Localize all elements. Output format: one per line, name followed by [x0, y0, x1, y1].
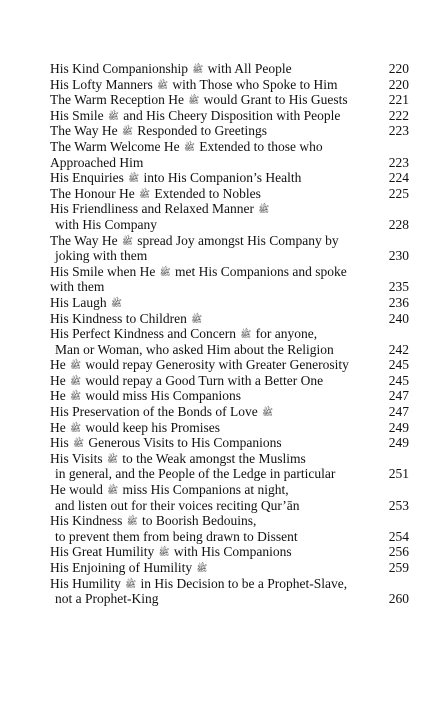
toc-entry-title: [50, 326, 376, 357]
toc-entry: [50, 201, 415, 232]
toc-page-number: 240: [388, 310, 409, 326]
honorific-icon: ﷺ: [191, 313, 203, 324]
honorific-icon: ﷺ: [70, 422, 81, 433]
toc-entry-line: to prevent them from being drawn to Dissent: [55, 528, 298, 544]
toc-page-number: 223: [388, 154, 409, 170]
toc-entry-line: The Warm Welcome He ﷺ Extended to those who: [50, 138, 323, 154]
toc-page-number: 220: [388, 76, 409, 92]
toc-entry-line: His Preservation of the Bonds of Love ﷺ: [50, 404, 273, 420]
toc-entry-title: [50, 576, 376, 607]
honorific-icon: ﷺ: [258, 204, 270, 215]
toc-page-number: 247: [388, 404, 409, 420]
toc-entry-line: with them: [50, 279, 105, 295]
honorific-icon: ﷺ: [73, 438, 85, 449]
toc-entry: [50, 264, 415, 295]
toc-entry-line: His Enquiries ﷺ into His Companion’s Health: [50, 170, 302, 186]
toc-entry-line: with His Company: [55, 216, 158, 232]
toc-entry-line: His Kindness ﷺ to Boorish Bedouins,: [50, 513, 257, 529]
toc-entry-title: [50, 92, 376, 108]
toc-entry-line: His Humility ﷺ in His Decision to be a Prophet-Slave,: [50, 575, 348, 591]
toc-entry-title: [50, 451, 376, 482]
toc-entry-title: [50, 61, 376, 77]
toc-page-number: 221: [388, 92, 409, 108]
toc-page-number: 235: [388, 279, 409, 295]
toc-entry: [50, 373, 415, 389]
toc-entry: [50, 170, 415, 186]
toc-entry-line: His Lofty Manners ﷺ with Those who Spoke to Him: [50, 76, 338, 92]
toc-entry-title: [50, 186, 376, 202]
toc-page-number: 249: [388, 435, 409, 451]
toc-entry-title: [50, 201, 376, 232]
toc-entry-line: His Smile ﷺ and His Cheery Disposition with People: [50, 107, 341, 123]
honorific-icon: ﷺ: [108, 110, 119, 121]
honorific-icon: ﷺ: [192, 64, 204, 74]
toc-entry: [50, 420, 415, 436]
toc-entry: [50, 482, 415, 513]
toc-page-number: 254: [388, 528, 409, 544]
honorific-icon: ﷺ: [196, 563, 208, 573]
toc-entry-line: He would ﷺ miss His Companions at night,: [50, 482, 289, 498]
honorific-icon: ﷺ: [70, 375, 81, 386]
toc-page-number: 222: [388, 107, 409, 123]
honorific-icon: ﷺ: [262, 407, 273, 418]
toc-entry-title: [50, 108, 376, 124]
toc-page-number: 242: [388, 341, 409, 357]
toc-entry: [50, 92, 415, 108]
toc-entry: [50, 139, 415, 170]
honorific-icon: ﷺ: [122, 235, 133, 246]
toc-entry: [50, 388, 415, 404]
honorific-icon: ﷺ: [188, 95, 200, 106]
toc-entry-line: His Kindness to Children ﷺ: [50, 310, 203, 326]
honorific-icon: ﷺ: [157, 79, 168, 90]
toc-page-number: 225: [388, 185, 409, 201]
toc-entry: [50, 61, 415, 77]
toc-entry-line: The Way He ﷺ spread Joy amongst His Company by: [50, 232, 339, 248]
toc-entry-title: [50, 170, 376, 186]
toc-entry-title: [50, 373, 376, 389]
honorific-icon: ﷺ: [125, 578, 137, 589]
toc-entry-title: [50, 482, 376, 513]
toc-page-number: 260: [388, 591, 409, 607]
toc-entry-line: in general, and the People of the Ledge in particular: [55, 466, 336, 482]
honorific-icon: ﷺ: [107, 485, 119, 496]
toc-entry-line: Approached Him: [50, 154, 144, 170]
honorific-icon: ﷺ: [159, 266, 171, 277]
toc-entry: [50, 186, 415, 202]
toc-page-number: 253: [388, 497, 409, 513]
toc-entry-title: [50, 420, 376, 436]
toc-entry-line: His Visits ﷺ to the Weak amongst the Muslims: [50, 450, 306, 466]
honorific-icon: ﷺ: [111, 297, 122, 308]
toc-entry: [50, 326, 415, 357]
honorific-icon: ﷺ: [158, 547, 170, 558]
toc-page-number: 236: [388, 294, 409, 310]
toc-entry-line: The Honour He ﷺ Extended to Nobles: [50, 185, 261, 201]
toc-entry-title: [50, 123, 376, 139]
toc-entry: [50, 560, 415, 576]
toc-entry-line: He ﷺ would keep his Promises: [50, 419, 220, 435]
toc-page-number: 247: [388, 388, 409, 404]
toc-entry: [50, 544, 415, 560]
toc-entry-title: [50, 560, 376, 576]
toc-page-number: 259: [388, 560, 409, 575]
toc-page-number: 256: [388, 544, 409, 560]
toc-entry-line: and listen out for their voices reciting Qur’ān: [55, 497, 300, 513]
toc-entry-line: His Friendliness and Relaxed Manner ﷺ: [50, 201, 270, 217]
table-of-contents: [50, 61, 415, 607]
toc-entry-line: not a Prophet-King: [55, 591, 159, 607]
toc-entry-line: joking with them: [55, 248, 148, 264]
toc-entry-line: His ﷺ Generous Visits to His Companions: [50, 435, 282, 451]
toc-entry: [50, 108, 415, 124]
toc-entry-title: [50, 544, 376, 560]
honorific-icon: ﷺ: [128, 173, 140, 184]
toc-entry-title: [50, 311, 376, 327]
toc-page-number: 251: [388, 466, 409, 482]
toc-entry: [50, 233, 415, 264]
toc-entry-line: His Great Humility ﷺ with His Companions: [50, 544, 292, 560]
toc-entry-line: He ﷺ would repay Generosity with Greater Generosity: [50, 357, 349, 373]
toc-page-number: 223: [388, 123, 409, 139]
honorific-icon: ﷺ: [122, 126, 133, 137]
honorific-icon: ﷺ: [240, 329, 252, 340]
toc-page-number: 245: [388, 372, 409, 388]
toc-entry: [50, 311, 415, 327]
toc-entry-line: His Enjoining of Humility ﷺ: [50, 560, 208, 575]
toc-entry-title: [50, 295, 376, 311]
toc-page-number: 228: [388, 216, 409, 232]
honorific-icon: ﷺ: [70, 360, 81, 371]
toc-page-number: 245: [388, 357, 409, 373]
honorific-icon: ﷺ: [139, 188, 150, 199]
toc-entry-line: His Smile when He ﷺ met His Companions and spoke: [50, 263, 347, 279]
toc-entry-title: [50, 404, 376, 420]
toc-page-number: 224: [388, 170, 409, 186]
toc-entry-line: He ﷺ would repay a Good Turn with a Better One: [50, 372, 324, 388]
toc-entry-line: The Way He ﷺ Responded to Greetings: [50, 123, 267, 139]
toc-entry-title: [50, 357, 376, 373]
toc-entry: [50, 513, 415, 544]
honorific-icon: ﷺ: [184, 141, 195, 152]
toc-entry: [50, 576, 415, 607]
toc-entry-line: His Kind Companionship ﷺ with All People: [50, 61, 292, 76]
toc-entry: [50, 451, 415, 482]
toc-entry: [50, 404, 415, 420]
toc-entry-title: [50, 513, 376, 544]
toc-entry-line: His Laugh ﷺ: [50, 294, 122, 310]
toc-entry-title: [50, 233, 376, 264]
toc-entry-line: He ﷺ would miss His Companions: [50, 388, 242, 404]
toc-entry: [50, 295, 415, 311]
honorific-icon: ﷺ: [106, 453, 118, 464]
honorific-icon: ﷺ: [70, 391, 81, 402]
toc-page-number: 220: [388, 61, 409, 76]
toc-entry: [50, 435, 415, 451]
toc-page-number: 230: [388, 248, 409, 264]
toc-entry: [50, 123, 415, 139]
toc-entry-line: His Perfect Kindness and Concern ﷺ for anyone,: [50, 326, 318, 342]
toc-entry-title: [50, 435, 376, 451]
toc-page-number: 249: [388, 419, 409, 435]
toc-entry: [50, 77, 415, 93]
toc-entry-line: The Warm Reception He ﷺ would Grant to His Guests: [50, 92, 348, 108]
toc-entry-title: [50, 388, 376, 404]
toc-entry: [50, 357, 415, 373]
honorific-icon: ﷺ: [126, 516, 138, 527]
toc-entry-title: [50, 139, 376, 170]
toc-entry-title: [50, 264, 376, 295]
toc-entry-title: [50, 77, 376, 93]
toc-entry-line: Man or Woman, who asked Him about the Religion: [55, 341, 334, 357]
